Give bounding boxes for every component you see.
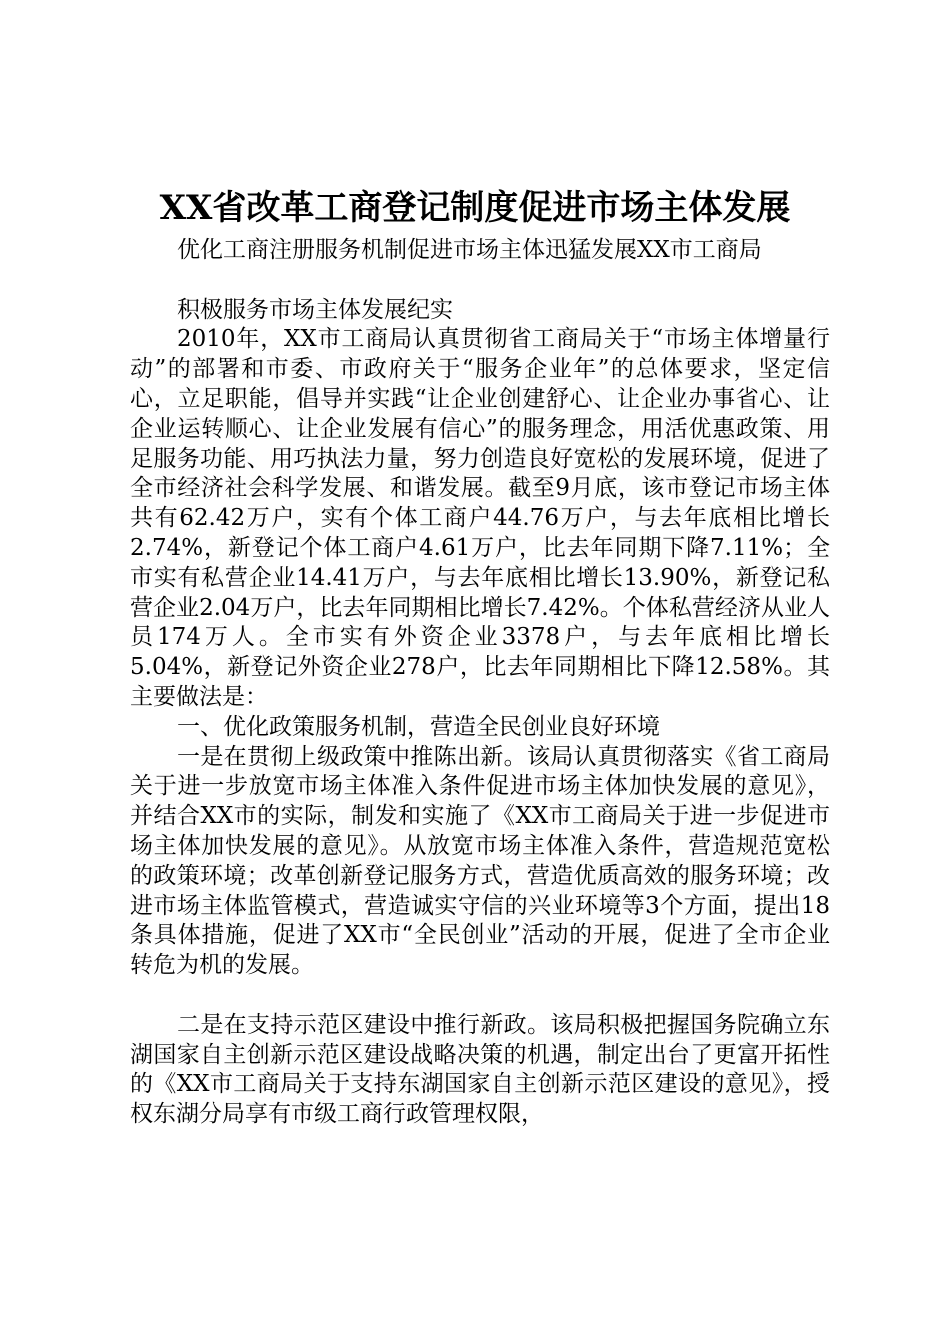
paragraph-overview: 2010年，XX市工商局认真贯彻省工商局关于“市场主体增量行动”的部署和市委、市政府关于“服务企业年”的总体要求，坚定信心，立足职能，倡导并实践“让企业创建舒心、让企业办事省心、让企业运转顺心、让企业发展有信心”的服务理念，用活优惠政策、用足服务功能、用巧执法力量，努力创造良好宽松的发展环境，促进了全市经济社会科学发展、和谐发展。截至9月底，该市登记市场主体共有62.42万户，实有个体工商户44.76万户，与去年底相比增长2.74%，新登记个体工商户4.61万户，比去年同期下降7.11%；全市实有私营企业14.41万户，与去年底相比增长13.90%，新登记私营企业2.04万户，比去年同期相比增长7.42%。个体私营经济从业人员174万人。全市实有外资企业3378户，与去年底相比增长5.04%，新登记外资企业278户，比去年同期相比下降12.58%。其主要做法是： (130, 326, 830, 710)
paragraph-point-1: 一是在贯彻上级政策中推陈出新。该局认真贯彻落实《省工商局关于进一步放宽市场主体准入条件促进市场主体加快发展的意见》，并结合XX市的实际，制发和实施了《XX市工商局关于进一步促进市场主体加快发展的意见》。从放宽市场主体准入条件，营造规范宽松的政策环境；改革创新登记服务方式，营造优质高效的服务环境；改进市场主体监管模式，营造诚实守信的兴业环境等3个方面，提出18条具体措施，促进了XX市“全民创业”活动的开展，促进了全市企业转危为机的发展。 (130, 743, 830, 979)
document-title: XX省改革工商登记制度促进市场主体发展 (159, 188, 791, 228)
section-heading-1: 一、优化政策服务机制，营造全民创业良好环境 (177, 713, 660, 740)
paragraph-point-2: 二是在支持示范区建设中推行新政。该局积极把握国务院确立东湖国家自主创新示范区建设战略决策的机遇，制定出台了更富开拓性的《XX市工商局关于支持东湖国家自主创新示范区建设的意见》，授权东湖分局享有市级工商行政管理权限， (130, 1011, 830, 1128)
document-body (130, 236, 830, 1130)
paragraph-intro-label: 积极服务市场主体发展纪实 (177, 296, 453, 323)
document-subtitle: 优化工商注册服务机制促进市场主体迅猛发展XX市工商局 (177, 237, 762, 263)
